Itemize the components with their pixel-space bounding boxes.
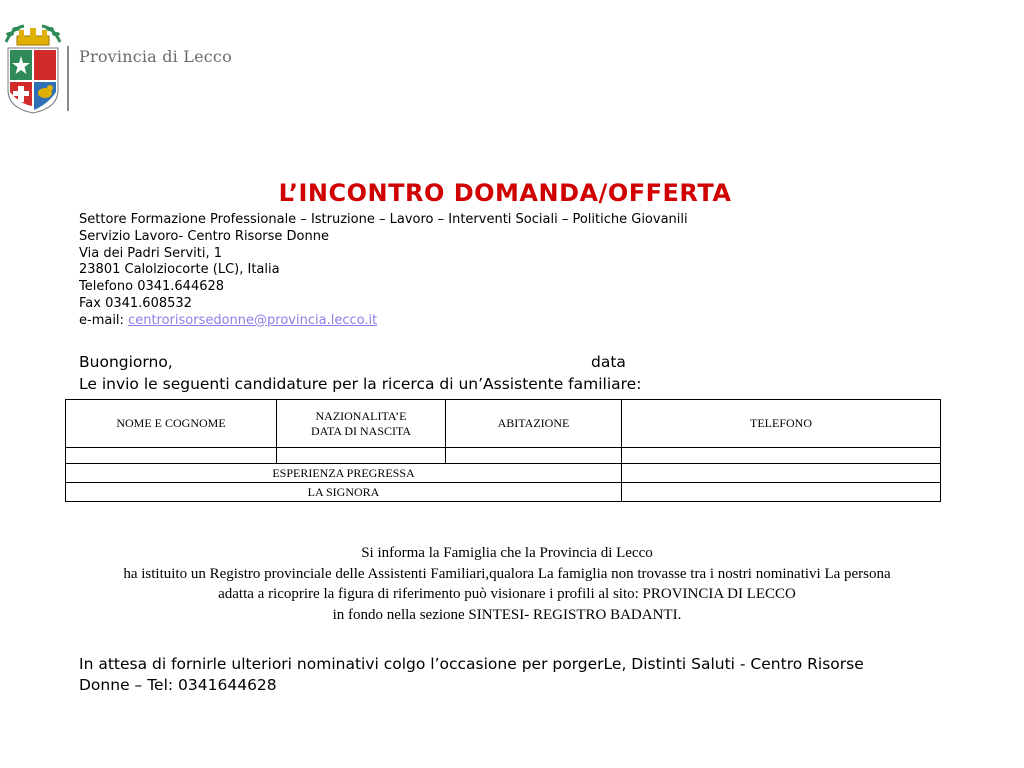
- registry-notice: [0, 543, 1014, 625]
- notice-line: in fondo nella sezione SINTESI- REGISTRO BADANTI.: [332, 606, 682, 623]
- email-label: e-mail:: [79, 312, 129, 328]
- province-coat-of-arms-icon: [2, 20, 64, 115]
- cell-nazionalita[interactable]: [277, 448, 446, 464]
- cell-esperienza-value[interactable]: [622, 464, 941, 483]
- cell-signora-label: LA SIGNORA: [66, 483, 622, 502]
- office-contact-block: [79, 212, 688, 330]
- office-line: Servizio Lavoro- Centro Risorse Donne: [79, 228, 329, 244]
- candidates-table: [65, 399, 941, 502]
- cell-abitazione[interactable]: [446, 448, 622, 464]
- office-line: 23801 Calolziocorte (LC), Italia: [79, 262, 280, 278]
- table-row: [66, 448, 941, 464]
- notice-line: Si informa la Famiglia che la Provincia di Lecco: [361, 545, 653, 561]
- notice-line: ha istituito un Registro provinciale delle Assistenti Familiari,qualora La famiglia non trovasse tra i nostri nominativi La persona: [123, 565, 891, 582]
- office-line: Telefono 0341.644628: [79, 279, 225, 295]
- col-header-nome: NOME E COGNOME: [66, 400, 277, 448]
- cell-nome[interactable]: [66, 448, 277, 464]
- greeting: Buongiorno,: [79, 353, 173, 371]
- col-header-telefono: TELEFONO: [622, 400, 941, 448]
- col-header-nazionalita-line1: NAZIONALITA’E: [315, 408, 407, 423]
- office-line: Fax 0341.608532: [79, 295, 192, 311]
- office-line: Settore Formazione Professionale – Istruzione – Lavoro – Interventi Sociali – Politiche Giovanili: [79, 212, 688, 227]
- col-header-nazionalita-line2: DATA DI NASCITA: [310, 423, 412, 438]
- cell-esperienza-label: ESPERIENZA PREGRESSA: [66, 464, 622, 483]
- intro-text: Le invio le seguenti candidature per la ricerca di un’Assistente familiare:: [79, 375, 642, 393]
- table-row-esperienza: [66, 464, 941, 483]
- table-header-row: [66, 400, 941, 448]
- closing-text: In attesa di fornirle ulteriori nominativi colgo l’occasione per porgerLe, Distinti Saluti - Centro Risorse Donne – Tel: 0341644628: [79, 655, 864, 694]
- logo-separator: [67, 46, 69, 111]
- office-line: Via dei Padri Serviti, 1: [79, 245, 223, 261]
- page-title: L’INCONTRO DOMANDA/OFFERTA: [278, 179, 732, 207]
- col-header-nazionalita: [277, 400, 446, 448]
- table-row-signora: [66, 483, 941, 502]
- email-link[interactable]: centrorisorsedonne@provincia.lecco.it: [128, 312, 378, 328]
- cell-signora-value[interactable]: [622, 483, 941, 502]
- org-name: Provincia di Lecco: [79, 47, 232, 66]
- notice-line: adatta a ricoprire la figura di riferimento può visionare i profili al sito: PROVINCIA DI LECCO: [218, 586, 796, 602]
- date-label: data: [591, 353, 626, 371]
- cell-telefono[interactable]: [622, 448, 941, 464]
- email-line: [79, 313, 688, 330]
- col-header-abitazione: ABITAZIONE: [446, 400, 622, 448]
